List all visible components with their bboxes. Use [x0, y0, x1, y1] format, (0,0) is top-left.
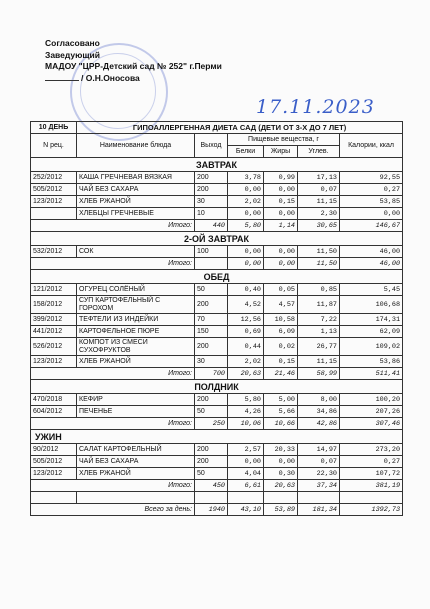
- empty-cell: [264, 492, 298, 504]
- total-label: Итого:: [31, 368, 195, 380]
- total-output: 440: [195, 220, 228, 232]
- dish-row: [31, 184, 403, 196]
- recipe-number: 604/2012: [31, 406, 77, 418]
- carb-value: 0,07: [298, 184, 340, 196]
- dish-name: ЧАЙ БЕЗ САХАРА: [77, 456, 195, 468]
- calories-value: 207,26: [340, 406, 403, 418]
- meal-title: ОБЕД: [31, 270, 403, 284]
- spacer-row: [31, 492, 403, 504]
- dish-row: [31, 314, 403, 326]
- approval-header: [45, 38, 222, 84]
- total-label: Итого:: [31, 220, 195, 232]
- calories-value: 0,00: [340, 208, 403, 220]
- menu-table: [30, 121, 403, 516]
- dish-row: [31, 246, 403, 258]
- meal-title: УЖИН: [31, 430, 403, 444]
- meal-header-row: [31, 380, 403, 394]
- portion-output: 50: [195, 284, 228, 296]
- dish-name: САЛАТ КАРТОФЕЛЬНЫЙ: [77, 444, 195, 456]
- dish-name: ХЛЕБЦЫ ГРЕЧНЕВЫЕ: [77, 208, 195, 220]
- dish-row: [31, 284, 403, 296]
- dish-row: [31, 326, 403, 338]
- total-label: Итого:: [31, 258, 195, 270]
- recipe-number: 532/2012: [31, 246, 77, 258]
- protein-value: 0,00: [228, 184, 264, 196]
- total-carb: 58,99: [298, 368, 340, 380]
- meal-title: ЗАВТРАК: [31, 158, 403, 172]
- protein-value: 0,00: [228, 208, 264, 220]
- total-protein: 20,63: [228, 368, 264, 380]
- total-output: 250: [195, 418, 228, 430]
- total-fat: 21,46: [264, 368, 298, 380]
- dish-name: ХЛЕБ РЖАНОЙ: [77, 196, 195, 208]
- dish-name: КЕФИР: [77, 394, 195, 406]
- carb-value: 22,30: [298, 468, 340, 480]
- fat-value: 0,30: [264, 468, 298, 480]
- day-label: 10 ДЕНЬ: [31, 122, 77, 134]
- meal-total-row: [31, 368, 403, 380]
- fat-value: 0,00: [264, 208, 298, 220]
- portion-output: 10: [195, 208, 228, 220]
- protein-value: 2,02: [228, 356, 264, 368]
- fat-value: 5,00: [264, 394, 298, 406]
- portion-output: 200: [195, 444, 228, 456]
- calories-value: 0,27: [340, 456, 403, 468]
- approval-line-4: [45, 73, 222, 85]
- total-protein: 6,61: [228, 480, 264, 492]
- dish-row: [31, 172, 403, 184]
- protein-value: 0,00: [228, 246, 264, 258]
- portion-output: 200: [195, 172, 228, 184]
- dish-row: [31, 394, 403, 406]
- protein-value: 3,78: [228, 172, 264, 184]
- fat-value: 0,00: [264, 456, 298, 468]
- portion-output: 200: [195, 394, 228, 406]
- protein-value: 0,40: [228, 284, 264, 296]
- approval-line-3: МАДОУ "ЦРР-Детский сад № 252" г.Перми: [45, 61, 222, 71]
- meal-header-row: [31, 430, 403, 444]
- total-output: 700: [195, 368, 228, 380]
- recipe-number: 158/2012: [31, 296, 77, 314]
- total-protein: 10,06: [228, 418, 264, 430]
- total-output: [195, 258, 228, 270]
- signature-line: [45, 73, 79, 81]
- dish-row: [31, 456, 403, 468]
- dish-name: КАША ГРЕЧНЕВАЯ ВЯЗКАЯ: [77, 172, 195, 184]
- carb-value: 11,87: [298, 296, 340, 314]
- portion-output: 70: [195, 314, 228, 326]
- day-total-carb: 181,34: [298, 504, 340, 516]
- calories-value: 5,45: [340, 284, 403, 296]
- dish-name: КОМПОТ ИЗ СМЕСИ СУХОФРУКТОВ: [77, 338, 195, 356]
- fat-value: 0,00: [264, 246, 298, 258]
- total-fat: 20,63: [264, 480, 298, 492]
- recipe-number: 252/2012: [31, 172, 77, 184]
- portion-output: 150: [195, 326, 228, 338]
- portion-output: 30: [195, 356, 228, 368]
- dish-row: [31, 338, 403, 356]
- meal-total-row: [31, 418, 403, 430]
- col-protein-header: Белки: [228, 146, 264, 158]
- day-total-calories: 1392,73: [340, 504, 403, 516]
- calories-value: 100,20: [340, 394, 403, 406]
- recipe-number: 90/2012: [31, 444, 77, 456]
- calories-value: 62,09: [340, 326, 403, 338]
- dish-name: ОГУРЕЦ СОЛЁНЫЙ: [77, 284, 195, 296]
- recipe-number: 505/2012: [31, 184, 77, 196]
- day-total-protein: 43,10: [228, 504, 264, 516]
- meal-header-row: [31, 232, 403, 246]
- fat-value: 20,33: [264, 444, 298, 456]
- portion-output: 200: [195, 184, 228, 196]
- total-fat: 10,66: [264, 418, 298, 430]
- protein-value: 12,56: [228, 314, 264, 326]
- col-carb-header: Углев.: [298, 146, 340, 158]
- recipe-number: 123/2012: [31, 468, 77, 480]
- dish-name: ХЛЕБ РЖАНОЙ: [77, 356, 195, 368]
- recipe-number: 441/2012: [31, 326, 77, 338]
- protein-value: 4,26: [228, 406, 264, 418]
- dish-name: ХЛЕБ РЖАНОЙ: [77, 468, 195, 480]
- dish-row: [31, 208, 403, 220]
- day-total-fat: 53,89: [264, 504, 298, 516]
- fat-value: 0,02: [264, 338, 298, 356]
- approval-line-1: Согласовано: [45, 38, 100, 48]
- dish-row: [31, 196, 403, 208]
- fat-value: 0,99: [264, 172, 298, 184]
- calories-value: 53,85: [340, 196, 403, 208]
- fat-value: 6,09: [264, 326, 298, 338]
- column-header-row: [31, 134, 403, 146]
- carb-value: 17,13: [298, 172, 340, 184]
- total-label: Итого:: [31, 480, 195, 492]
- protein-value: 2,57: [228, 444, 264, 456]
- empty-cell: [298, 492, 340, 504]
- meal-title: 2-ОЙ ЗАВТРАК: [31, 232, 403, 246]
- recipe-number: 505/2012: [31, 456, 77, 468]
- portion-output: 30: [195, 196, 228, 208]
- total-carb: 30,65: [298, 220, 340, 232]
- head-name: / О.Н.Оносова: [81, 72, 140, 83]
- calories-value: 0,27: [340, 184, 403, 196]
- calories-value: 106,68: [340, 296, 403, 314]
- total-carb: 37,34: [298, 480, 340, 492]
- total-calories: 381,19: [340, 480, 403, 492]
- menu-date: 17.11.2023: [256, 96, 375, 118]
- total-output: 450: [195, 480, 228, 492]
- carb-value: 7,22: [298, 314, 340, 326]
- col-fat-header: Жиры: [264, 146, 298, 158]
- dish-name: СОК: [77, 246, 195, 258]
- meal-total-row: [31, 220, 403, 232]
- portion-output: 50: [195, 406, 228, 418]
- empty-cell: [77, 492, 195, 504]
- dish-name: ЧАЙ БЕЗ САХАРА: [77, 184, 195, 196]
- fat-value: 4,57: [264, 296, 298, 314]
- calories-value: 109,02: [340, 338, 403, 356]
- total-carb: 11,50: [298, 258, 340, 270]
- portion-output: 200: [195, 338, 228, 356]
- carb-value: 0,07: [298, 456, 340, 468]
- day-total-label: Всего за день:: [31, 504, 195, 516]
- table-title-row: [31, 122, 403, 134]
- carb-value: 8,00: [298, 394, 340, 406]
- total-label: Итого:: [31, 418, 195, 430]
- carb-value: 14,97: [298, 444, 340, 456]
- meal-total-row: [31, 258, 403, 270]
- meal-header-row: [31, 270, 403, 284]
- meal-header-row: [31, 158, 403, 172]
- fat-value: 0,05: [264, 284, 298, 296]
- portion-output: 200: [195, 296, 228, 314]
- fat-value: 0,15: [264, 196, 298, 208]
- total-protein: 0,00: [228, 258, 264, 270]
- dish-name: ТЕФТЕЛИ ИЗ ИНДЕЙКИ: [77, 314, 195, 326]
- recipe-number: 123/2012: [31, 356, 77, 368]
- fat-value: 5,66: [264, 406, 298, 418]
- protein-value: 2,02: [228, 196, 264, 208]
- dish-row: [31, 468, 403, 480]
- protein-value: 0,69: [228, 326, 264, 338]
- protein-value: 0,00: [228, 456, 264, 468]
- carb-value: 34,86: [298, 406, 340, 418]
- recipe-number: 121/2012: [31, 284, 77, 296]
- empty-cell: [31, 492, 77, 504]
- empty-cell: [340, 492, 403, 504]
- calories-value: 92,55: [340, 172, 403, 184]
- empty-cell: [195, 492, 228, 504]
- recipe-number: 526/2012: [31, 338, 77, 356]
- total-carb: 42,86: [298, 418, 340, 430]
- recipe-number: 123/2012: [31, 196, 77, 208]
- fat-value: 10,58: [264, 314, 298, 326]
- recipe-number: 399/2012: [31, 314, 77, 326]
- dish-row: [31, 444, 403, 456]
- col-rec-header: N рец.: [31, 134, 77, 158]
- dish-name: ПЕЧЕНЬЕ: [77, 406, 195, 418]
- carb-value: 11,15: [298, 356, 340, 368]
- calories-value: 273,20: [340, 444, 403, 456]
- calories-value: 53,86: [340, 356, 403, 368]
- carb-value: 11,50: [298, 246, 340, 258]
- recipe-number: [31, 208, 77, 220]
- calories-value: 46,00: [340, 246, 403, 258]
- approval-line-2: Заведующий: [45, 49, 101, 60]
- day-total-output: 1940: [195, 504, 228, 516]
- col-calories-header: Калории, ккал: [340, 134, 403, 158]
- calories-value: 174,31: [340, 314, 403, 326]
- day-total-row: [31, 504, 403, 516]
- total-calories: 46,00: [340, 258, 403, 270]
- dish-name: СУП КАРТОФЕЛЬНЫЙ С ГОРОХОМ: [77, 296, 195, 314]
- total-protein: 5,80: [228, 220, 264, 232]
- diet-title: ГИПОАЛЛЕРГЕННАЯ ДИЕТА САД (ДЕТИ ОТ 3-Х ДО 7 ЛЕТ): [77, 122, 403, 134]
- carb-value: 11,15: [298, 196, 340, 208]
- protein-value: 4,04: [228, 468, 264, 480]
- total-calories: 146,67: [340, 220, 403, 232]
- dish-row: [31, 356, 403, 368]
- total-fat: 0,00: [264, 258, 298, 270]
- fat-value: 0,15: [264, 356, 298, 368]
- portion-output: 50: [195, 468, 228, 480]
- total-calories: 511,41: [340, 368, 403, 380]
- dish-row: [31, 406, 403, 418]
- protein-value: 5,80: [228, 394, 264, 406]
- empty-cell: [228, 492, 264, 504]
- carb-value: 0,85: [298, 284, 340, 296]
- recipe-number: 470/2018: [31, 394, 77, 406]
- total-calories: 307,46: [340, 418, 403, 430]
- calories-value: 107,72: [340, 468, 403, 480]
- meal-total-row: [31, 480, 403, 492]
- col-out-header: Выход: [195, 134, 228, 158]
- fat-value: 0,00: [264, 184, 298, 196]
- carb-value: 1,13: [298, 326, 340, 338]
- meal-title: ПОЛДНИК: [31, 380, 403, 394]
- carb-value: 26,77: [298, 338, 340, 356]
- carb-value: 2,30: [298, 208, 340, 220]
- total-fat: 1,14: [264, 220, 298, 232]
- portion-output: 100: [195, 246, 228, 258]
- protein-value: 4,52: [228, 296, 264, 314]
- dish-name: КАРТОФЕЛЬНОЕ ПЮРЕ: [77, 326, 195, 338]
- col-name-header: Наименование блюда: [77, 134, 195, 158]
- col-nutrients-header: Пищевые вещества, г: [228, 134, 340, 146]
- portion-output: 200: [195, 456, 228, 468]
- dish-row: [31, 296, 403, 314]
- protein-value: 0,44: [228, 338, 264, 356]
